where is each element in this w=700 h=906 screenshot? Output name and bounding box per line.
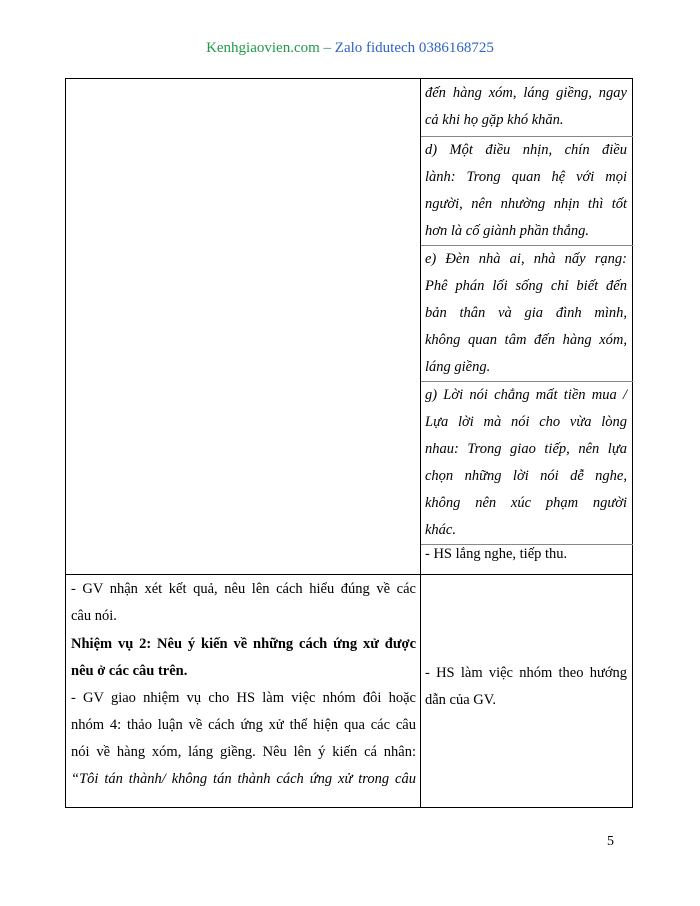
text-line: không quan tâm đến hàng xóm,	[425, 332, 627, 348]
text-line: hơn là cố giành phần thắng.	[425, 223, 590, 239]
text-line: Phê phán lối sống chỉ biết đến	[425, 278, 627, 294]
text-line: “Tôi tán thành/ không tán thành cách ứng xử trong câu	[71, 771, 416, 787]
lesson-table	[65, 78, 633, 808]
text-line: Lựa lời mà nói cho vừa lòng	[425, 414, 627, 430]
text-line: láng giềng.	[425, 359, 491, 375]
text-line: d) Một điều nhịn, chín điều	[425, 142, 627, 158]
text-line: g) Lời nói chẳng mất tiền mua /	[425, 387, 627, 403]
text-line: khác.	[425, 522, 456, 538]
text-line: người, nên nhường nhịn thì tốt	[425, 196, 627, 212]
text-line: nhau: Trong giao tiếp, nên lựa	[425, 441, 627, 457]
text-line: dẫn của GV.	[425, 692, 497, 708]
answer-block-e	[423, 246, 629, 381]
text-line: - GV giao nhiệm vụ cho HS làm việc nhóm đôi hoặc	[71, 690, 416, 706]
teacher-comment	[71, 576, 416, 630]
text-line: nêu ở các câu trên.	[71, 663, 188, 679]
text-line: không nên xúc phạm người	[425, 495, 627, 511]
text-line: - HS làm việc nhóm theo hướng	[425, 665, 627, 681]
header-zalo[interactable]: Zalo fidutech 0386168725	[334, 40, 494, 56]
text-line: Nhiệm vụ 2: Nêu ý kiến về những cách ứng xử được	[71, 636, 416, 652]
text-line: bản thân và gia đình mình,	[425, 305, 627, 321]
header-site[interactable]: Kenhgiaovien.com	[206, 40, 320, 56]
text-line: - HS lắng nghe, tiếp thu.	[425, 546, 568, 562]
page-header	[0, 40, 700, 57]
answer-block-g	[423, 382, 629, 544]
text-line: nhóm 4: thảo luận về cách ứng xử thể hiện qua các câu	[71, 717, 416, 733]
header-separator: –	[319, 40, 335, 56]
column-divider	[420, 79, 421, 807]
text-line: câu nói.	[71, 608, 117, 624]
text-line: lành: Trong quan hệ với mọi	[425, 169, 627, 185]
page-number: 5	[607, 834, 614, 849]
task-2-body	[71, 685, 416, 793]
text-line: chọn những lời nói dễ nghe,	[425, 468, 627, 484]
text-line: e) Đèn nhà ai, nhà nấy rạng:	[425, 251, 627, 267]
answer-block-d	[423, 137, 629, 245]
text-line: cả khi họ gặp khó khăn.	[425, 112, 564, 128]
text-line: - GV nhận xét kết quả, nêu lên cách hiểu đúng về các	[71, 581, 416, 597]
group-work-note	[423, 660, 629, 714]
text-line: nói về hàng xóm, láng giềng. Nêu lên ý kiến cá nhân:	[71, 744, 416, 760]
row-divider	[66, 574, 633, 575]
answer-block-1	[423, 80, 629, 134]
task-2-title	[71, 631, 416, 685]
text-line: đến hàng xóm, láng giềng, ngay	[425, 85, 627, 101]
listen-note	[423, 541, 629, 568]
